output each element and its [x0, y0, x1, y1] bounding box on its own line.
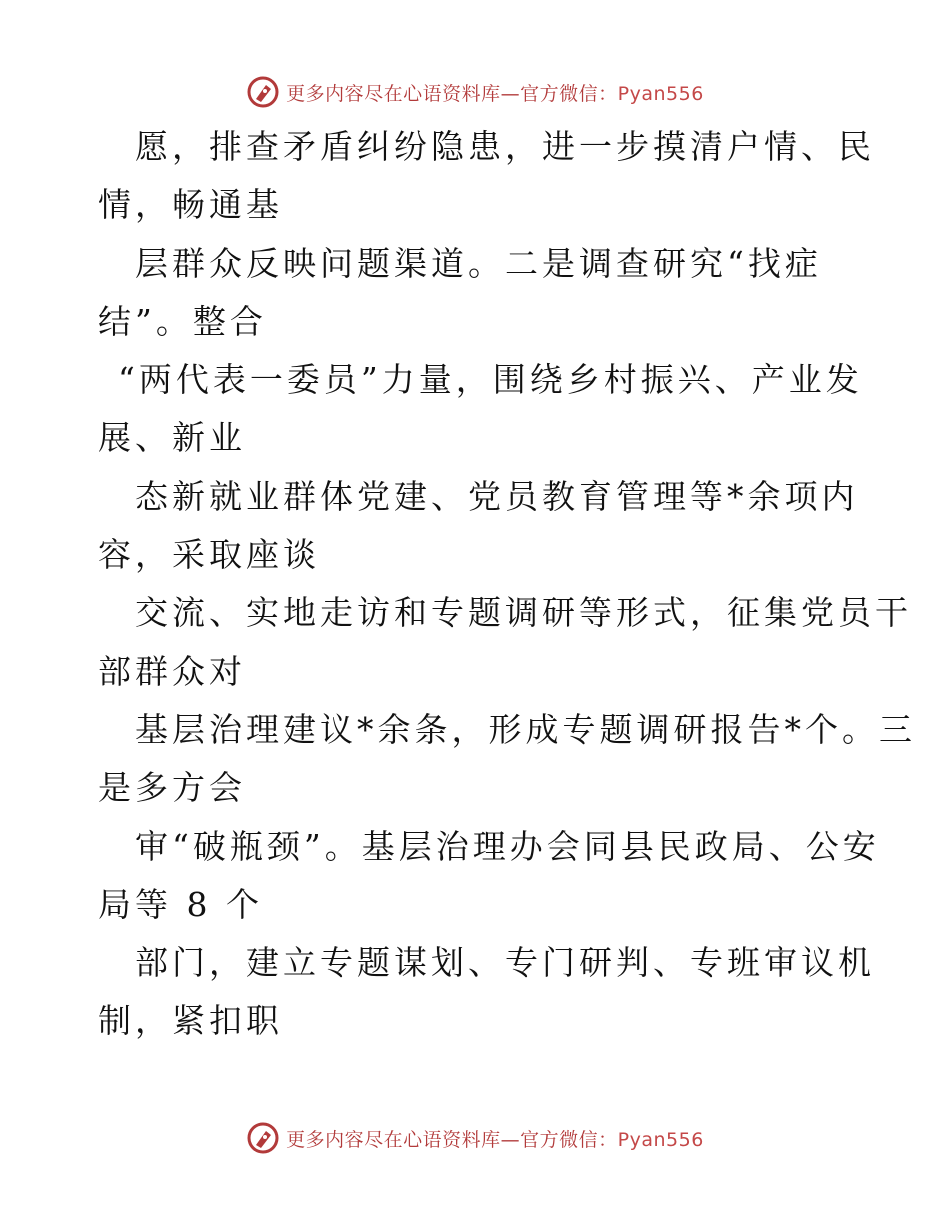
pen-nib-circle-icon	[246, 1121, 280, 1155]
text-line: “两代表一委员”力量，围绕乡村振兴、产业发	[118, 360, 863, 400]
watermark-text: 更多内容尽在心语资料库—官方微信：Pyan556	[286, 82, 704, 105]
text-line: 交流、实地走访和专题调研等形式，征集党员干	[135, 593, 912, 633]
text-line: 部群众对	[98, 651, 246, 691]
watermark-text: 更多内容尽在心语资料库—官方微信：Pyan556	[286, 1128, 704, 1151]
text-line: 容，采取座谈	[98, 535, 320, 575]
text-line: 是多方会	[98, 768, 246, 808]
text-line: 态新就业群体党建、党员教育管理等*余项内	[135, 476, 859, 516]
text-line: 制，紧扣职	[98, 1001, 283, 1041]
watermark-footer	[0, 1118, 950, 1158]
watermark-header	[0, 72, 950, 112]
text-line: 局等 8 个	[98, 884, 263, 924]
text-line: 展、新业	[98, 418, 246, 458]
pen-nib-circle-icon	[246, 75, 280, 109]
text-line: 结”。整合	[98, 301, 267, 341]
text-line: 部门，建立专题谋划、专门研判、专班审议机	[135, 943, 875, 983]
text-line: 情，畅通基	[98, 185, 283, 225]
text-line: 层群众反映问题渠道。二是调查研究“找症	[135, 243, 822, 283]
text-line: 愿，排查矛盾纠纷隐患，进一步摸清户情、民	[135, 127, 875, 166]
text-line: 审“破瓶颈”。基层治理办会同县民政局、公安	[135, 826, 880, 866]
document-body	[98, 118, 916, 1051]
text-line: 基层治理建议*余条，形成专题调研报告*个。三	[135, 709, 916, 749]
